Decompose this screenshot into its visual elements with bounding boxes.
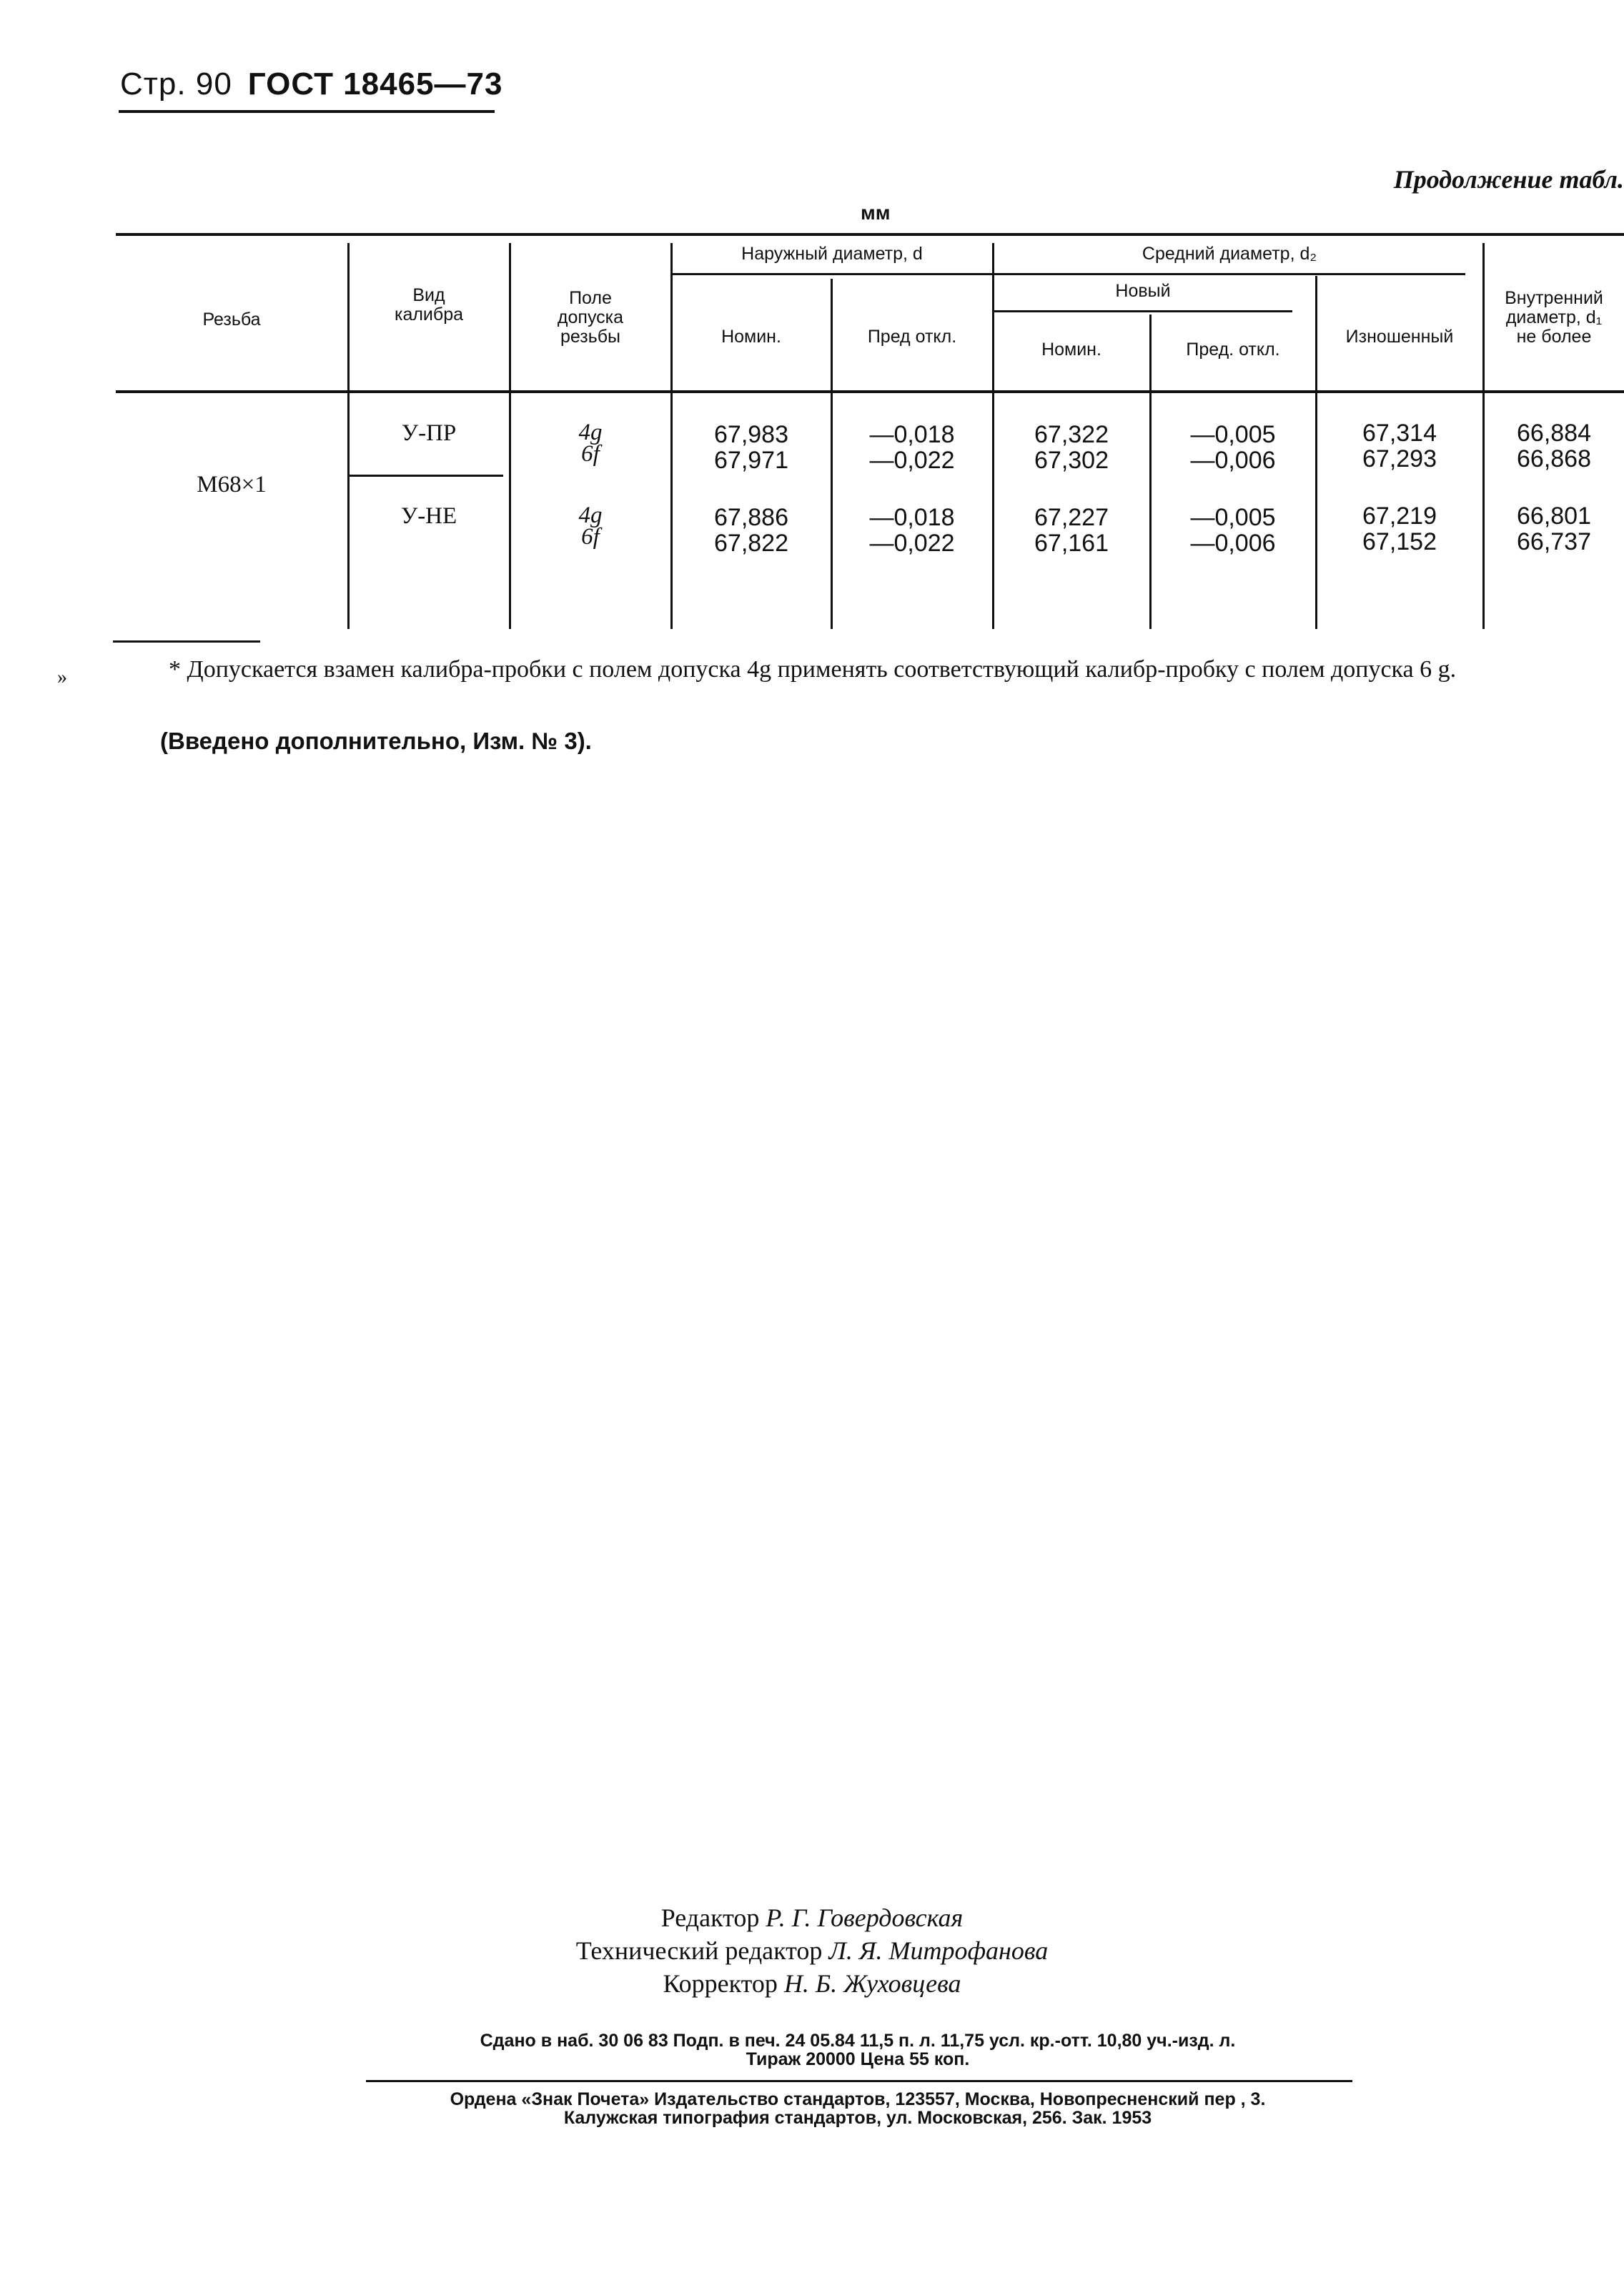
outer-deviation-6f: —0,022 xyxy=(869,530,955,557)
table-row-2-outer-deviation xyxy=(832,505,992,556)
new-deviation-4g: —0,005 xyxy=(1190,421,1276,448)
credit-tech-editor xyxy=(0,1934,1624,1967)
tolerance-6f: 6f xyxy=(581,524,600,550)
credit-editor xyxy=(0,1901,1624,1934)
continuation-label: Продолжение табл. xyxy=(1393,165,1624,194)
table-row-2-outer-nominal xyxy=(672,505,831,556)
page-number: Стр. 90 xyxy=(120,66,232,101)
gauge-type-upr: У-ПР xyxy=(401,420,457,446)
outer-deviation-4g: —0,018 xyxy=(869,504,955,531)
footnote-text: * Допускается взамен калибра-пробки с полем допуска 4g применять соответствующий калибр-пробку с полем допуска 6 g. xyxy=(169,656,1457,683)
header-new: Новый xyxy=(1115,281,1171,301)
table-row-1-new-deviation xyxy=(1151,422,1315,473)
table-row-1-tolerance xyxy=(510,422,670,465)
new-nominal-4g: 67,227 xyxy=(1034,504,1109,531)
subheader-rule-outer xyxy=(672,273,992,275)
table-row-1-outer-nominal xyxy=(672,422,831,473)
editor-role: Редактор xyxy=(660,1903,760,1932)
standard-number: ГОСТ 18465—73 xyxy=(247,66,503,101)
worn-6f: 67,152 xyxy=(1362,528,1437,555)
table-header-bottom-rule xyxy=(116,390,1624,393)
header-inner-line3: не более xyxy=(1516,327,1592,347)
page-header xyxy=(120,66,502,102)
outer-nominal-6f: 67,822 xyxy=(714,530,788,557)
outer-nominal-4g: 67,983 xyxy=(714,421,788,448)
table-row-1-outer-deviation xyxy=(832,422,992,473)
header-new-nominal: Номин. xyxy=(1041,340,1101,360)
header-new-deviation: Пред. откл. xyxy=(1186,340,1280,360)
gauge-type-une: У-НЕ xyxy=(400,503,457,529)
gauge-row-separator xyxy=(349,475,503,477)
tech-editor-name: Л. Я. Митрофанова xyxy=(828,1936,1049,1965)
thread-value: M68×1 xyxy=(197,472,267,497)
table-row-1-worn xyxy=(1317,420,1482,472)
table-row-1-new-nominal xyxy=(994,422,1149,473)
outer-nominal-4g: 67,886 xyxy=(714,504,788,531)
outer-nominal-6f: 67,971 xyxy=(714,447,788,474)
table-row-2-new-nominal xyxy=(994,505,1149,556)
inner-6f: 66,737 xyxy=(1517,528,1591,555)
tolerance-4g: 4g xyxy=(578,420,603,445)
tech-editor-role: Технический редактор xyxy=(575,1936,823,1965)
imprint-publisher xyxy=(357,2090,1358,2127)
tolerance-6f: 6f xyxy=(581,441,600,467)
header-rule xyxy=(119,110,495,113)
subheader-rule-pitch xyxy=(994,273,1465,275)
header-gauge-type-line1: Вид xyxy=(412,285,445,305)
header-outer-deviation: Пред откл. xyxy=(867,327,957,347)
table-row-2-inner xyxy=(1484,503,1624,555)
imprint-rule xyxy=(366,2080,1352,2082)
tolerance-4g: 4g xyxy=(578,502,603,528)
inner-6f: 66,868 xyxy=(1517,445,1591,472)
imprint-line-1: Сдано в наб. 30 06 83 Подп. в печ. 24 05.84 11,5 п. л. 11,75 усл. кр.-отт. 10,80 уч.-изд. л. xyxy=(480,2031,1236,2051)
unit-label: мм xyxy=(861,202,891,224)
inner-4g: 66,884 xyxy=(1517,420,1591,447)
footnote-rule xyxy=(113,640,260,643)
amendment-note: (Введено дополнительно, Изм. № 3). xyxy=(160,728,592,754)
new-deviation-6f: —0,006 xyxy=(1190,530,1276,557)
worn-6f: 67,293 xyxy=(1362,445,1437,472)
header-tolerance-field xyxy=(510,289,670,347)
credit-corrector xyxy=(0,1967,1624,2000)
imprint-line-4: Калужская типография стандартов, ул. Московская, 256. Зак. 1953 xyxy=(563,2108,1152,2128)
corrector-role: Корректор xyxy=(663,1969,778,1998)
worn-4g: 67,314 xyxy=(1362,420,1437,447)
margin-mark: » xyxy=(57,666,67,688)
new-nominal-6f: 67,302 xyxy=(1034,447,1109,474)
header-tolerance-line1: Поле xyxy=(569,288,612,308)
table-row-2-new-deviation xyxy=(1151,505,1315,556)
outer-deviation-6f: —0,022 xyxy=(869,447,955,474)
header-inner-line1: Внутренний xyxy=(1505,288,1603,308)
outer-deviation-4g: —0,018 xyxy=(869,421,955,448)
new-nominal-6f: 67,161 xyxy=(1034,530,1109,557)
table-row-2-tolerance xyxy=(510,502,670,550)
new-nominal-4g: 67,322 xyxy=(1034,421,1109,448)
header-inner-diameter xyxy=(1484,289,1624,347)
subheader-rule-new xyxy=(994,310,1292,312)
table-top-rule xyxy=(116,233,1624,236)
new-deviation-4g: —0,005 xyxy=(1190,504,1276,531)
header-gauge-type xyxy=(349,286,509,325)
imprint-print-data xyxy=(357,2031,1358,2069)
inner-4g: 66,801 xyxy=(1517,502,1591,530)
new-deviation-6f: —0,006 xyxy=(1190,447,1276,474)
header-worn: Изношенный xyxy=(1345,327,1454,347)
imprint-line-2: Тираж 20000 Цена 55 коп. xyxy=(746,2049,970,2069)
header-outer-nominal: Номин. xyxy=(721,327,781,347)
worn-4g: 67,219 xyxy=(1362,502,1437,530)
header-tolerance-line3: резьбы xyxy=(560,327,621,347)
header-gauge-type-line2: калибра xyxy=(394,304,464,325)
header-tolerance-line2: допуска xyxy=(557,307,624,327)
imprint-line-3: Ордена «Знак Почета» Издательство стандартов, 123557, Москва, Новопресненский пер , 3. xyxy=(450,2089,1266,2109)
table-row-2-worn xyxy=(1317,503,1482,555)
header-thread: Резьба xyxy=(202,309,261,330)
table-row-1-inner xyxy=(1484,420,1624,472)
editor-name: Р. Г. Говердовская xyxy=(766,1903,964,1932)
corrector-name: Н. Б. Жуховцева xyxy=(783,1969,961,1998)
credits xyxy=(0,1901,1624,2000)
header-inner-line2: диаметр, d₁ xyxy=(1505,307,1603,327)
header-pitch-diameter: Средний диаметр, d₂ xyxy=(1142,244,1317,264)
header-outer-diameter: Наружный диаметр, d xyxy=(741,244,923,264)
